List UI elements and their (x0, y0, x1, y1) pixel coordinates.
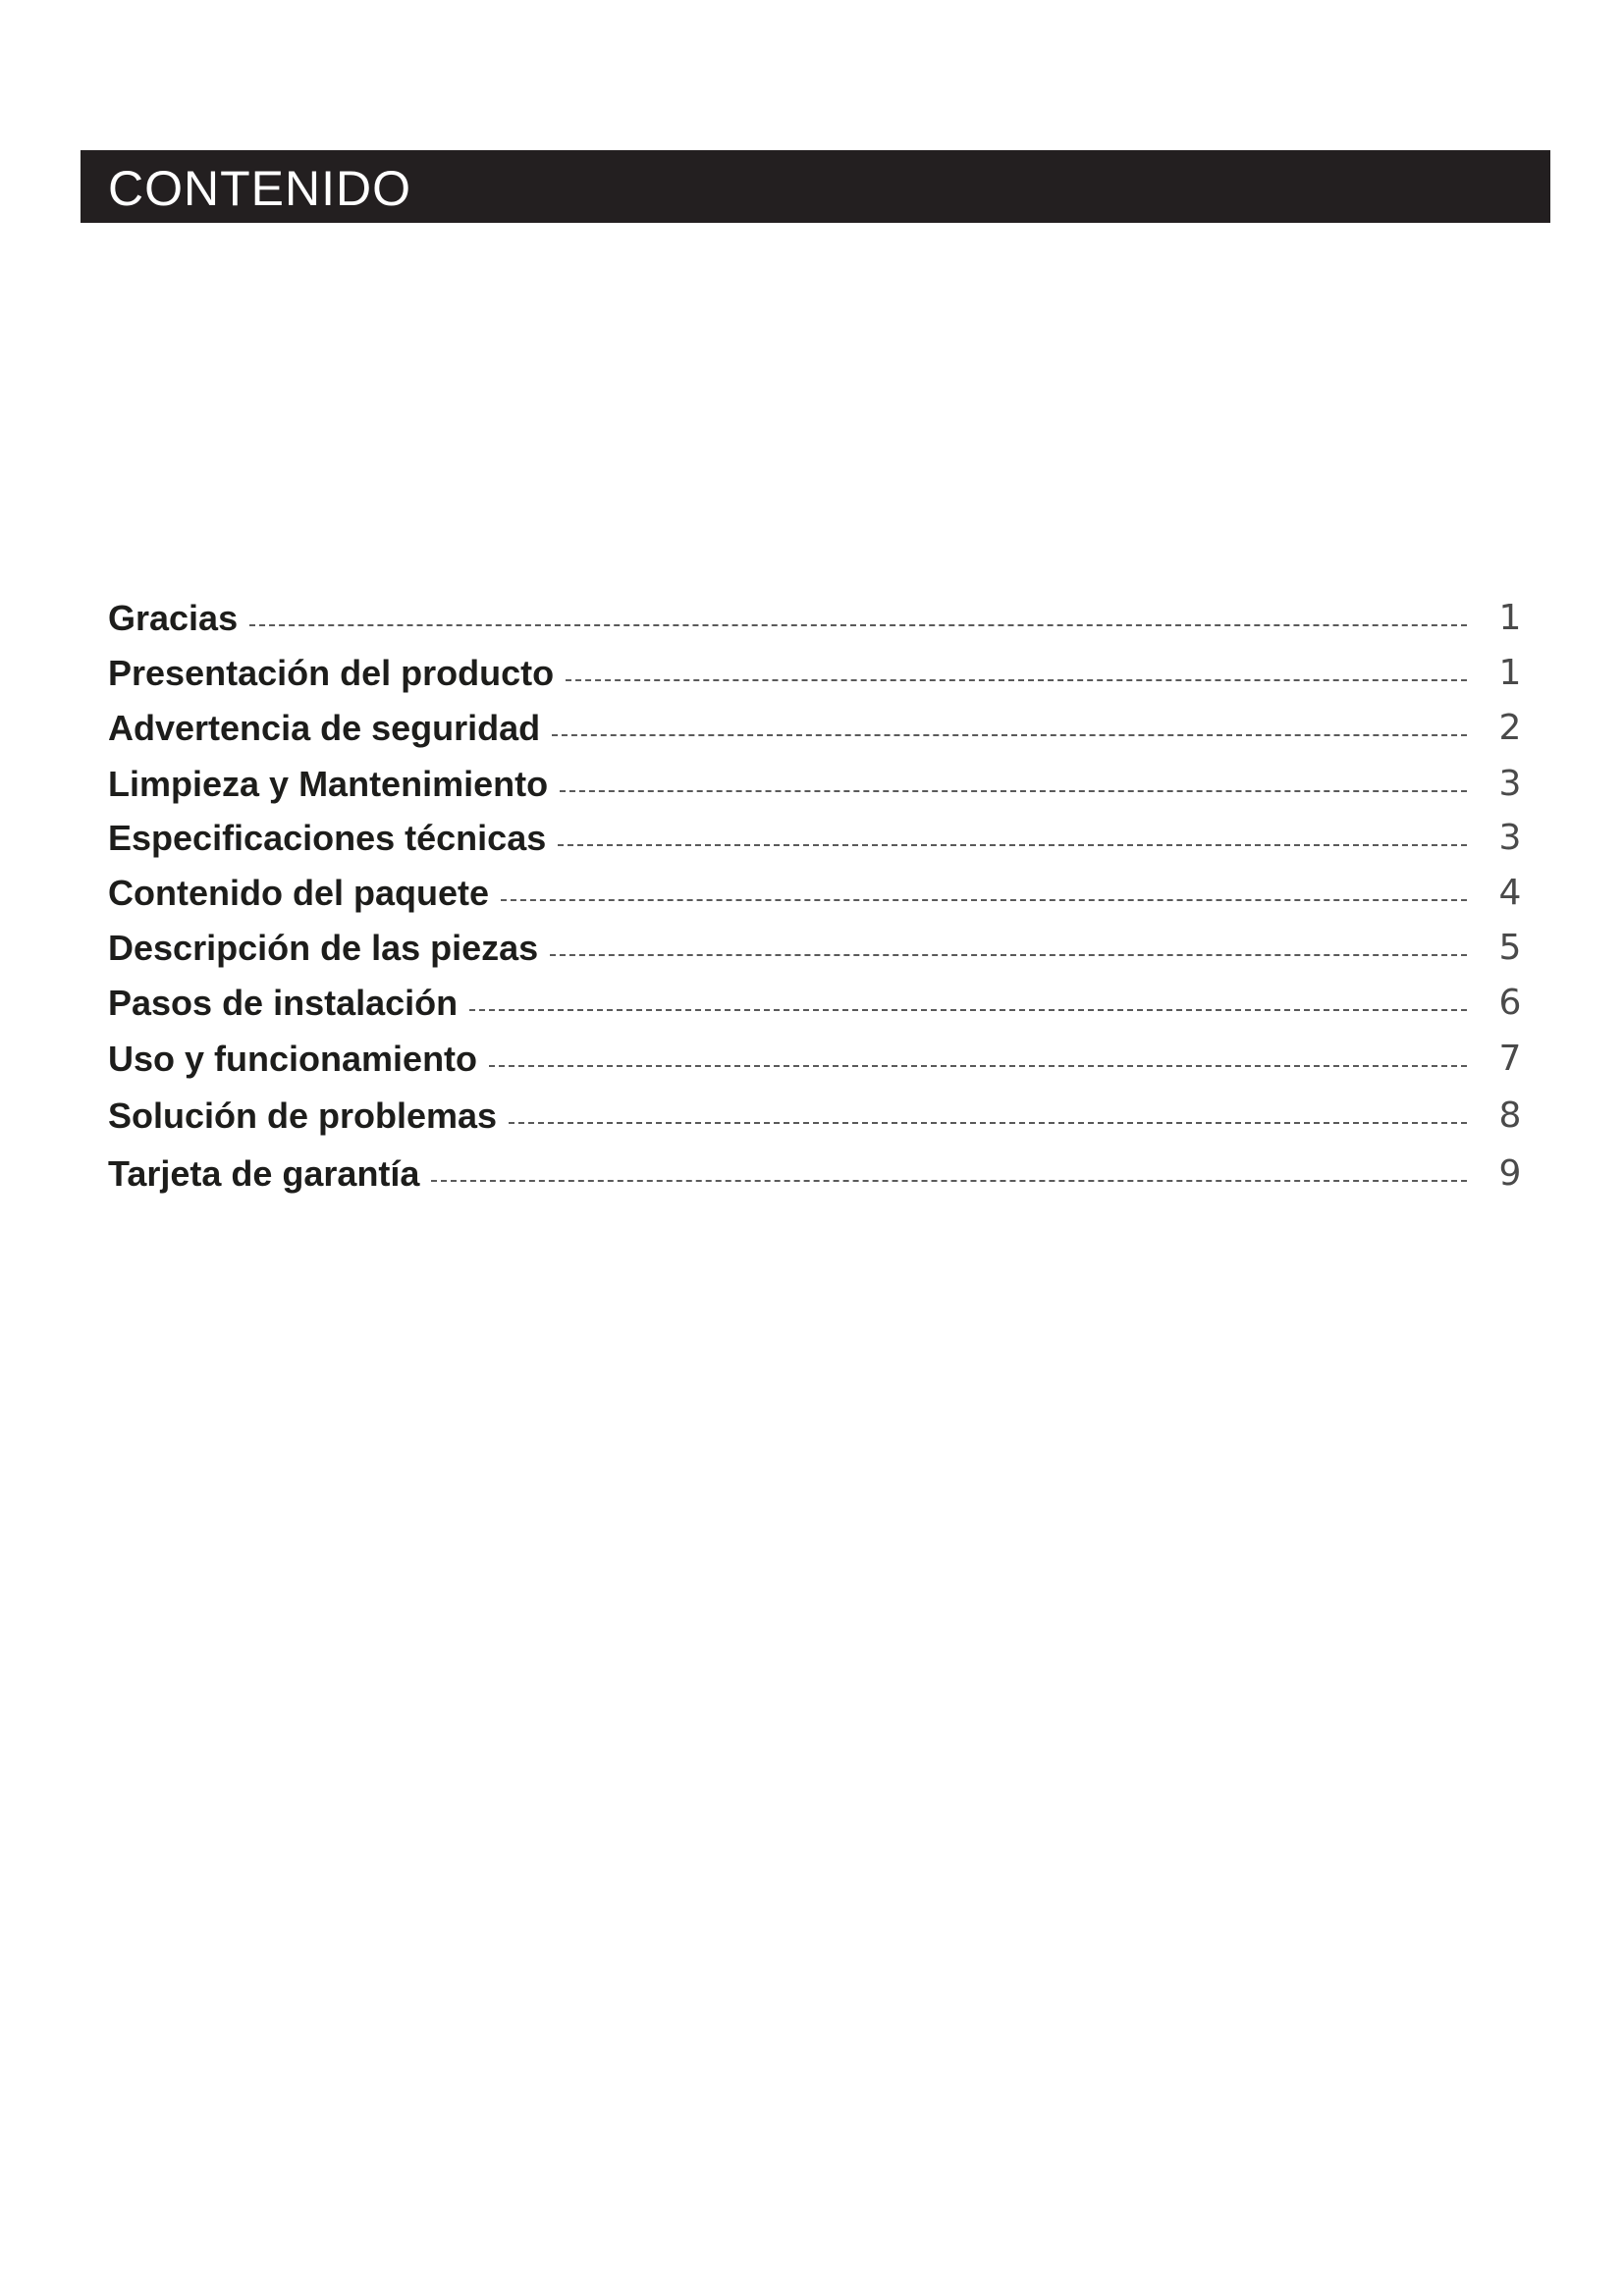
toc-entry-label: Advertencia de seguridad (108, 708, 541, 748)
dotted-leader (566, 679, 1467, 681)
dotted-leader (249, 624, 1467, 626)
toc-entry-label: Descripción de las piezas (108, 928, 539, 968)
toc-entry-gracias[interactable] (108, 589, 1532, 636)
section-title-bar (81, 150, 1550, 223)
toc-entry-tarjeta-de-garantia[interactable] (108, 1145, 1532, 1192)
toc-page-number: 9 (1498, 1153, 1522, 1194)
toc-page-number: 1 (1498, 653, 1522, 693)
toc-entry-limpieza-y-mantenimiento[interactable] (108, 755, 1532, 802)
toc-entry-label: Limpieza y Mantenimiento (108, 764, 549, 804)
dotted-leader (558, 844, 1467, 846)
toc-entry-pasos-de-instalacion[interactable] (108, 974, 1532, 1021)
toc-entry-label: Especificaciones técnicas (108, 818, 547, 858)
toc-entry-label: Presentación del producto (108, 653, 555, 693)
toc-page-number: 8 (1498, 1095, 1522, 1136)
toc-page-number: 5 (1498, 928, 1522, 968)
toc-entry-advertencia-de-seguridad[interactable] (108, 699, 1532, 746)
toc-entry-contenido-del-paquete[interactable] (108, 864, 1532, 911)
toc-entry-especificaciones-tecnicas[interactable] (108, 809, 1532, 856)
dotted-leader (552, 734, 1467, 736)
toc-entry-descripcion-de-las-piezas[interactable] (108, 919, 1532, 966)
toc-entry-label: Uso y funcionamiento (108, 1039, 478, 1079)
toc-entry-label: Pasos de instalación (108, 983, 459, 1023)
dotted-leader (431, 1180, 1467, 1182)
toc-page-number: 3 (1498, 764, 1522, 804)
toc-entry-uso-y-funcionamiento[interactable] (108, 1030, 1532, 1077)
dotted-leader (560, 790, 1467, 792)
toc-entry-label: Solución de problemas (108, 1095, 498, 1136)
dotted-leader (489, 1065, 1467, 1067)
toc-page-number: 2 (1498, 708, 1522, 748)
dotted-leader (509, 1122, 1467, 1124)
toc-entry-solucion-de-problemas[interactable] (108, 1087, 1532, 1134)
toc-entry-label: Gracias (108, 598, 239, 638)
dotted-leader (550, 954, 1467, 956)
toc-page-number: 3 (1498, 818, 1522, 858)
toc-page-number: 6 (1498, 983, 1522, 1023)
toc-page-number: 7 (1498, 1039, 1522, 1079)
dotted-leader (501, 899, 1467, 901)
toc-entry-label: Tarjeta de garantía (108, 1153, 420, 1194)
toc-page-number: 1 (1498, 598, 1522, 638)
dotted-leader (469, 1009, 1467, 1011)
page-title: CONTENIDO (108, 161, 411, 216)
toc-entry-presentacion-del-producto[interactable] (108, 644, 1532, 691)
toc-page-number: 4 (1498, 873, 1522, 913)
toc-entry-label: Contenido del paquete (108, 873, 490, 913)
